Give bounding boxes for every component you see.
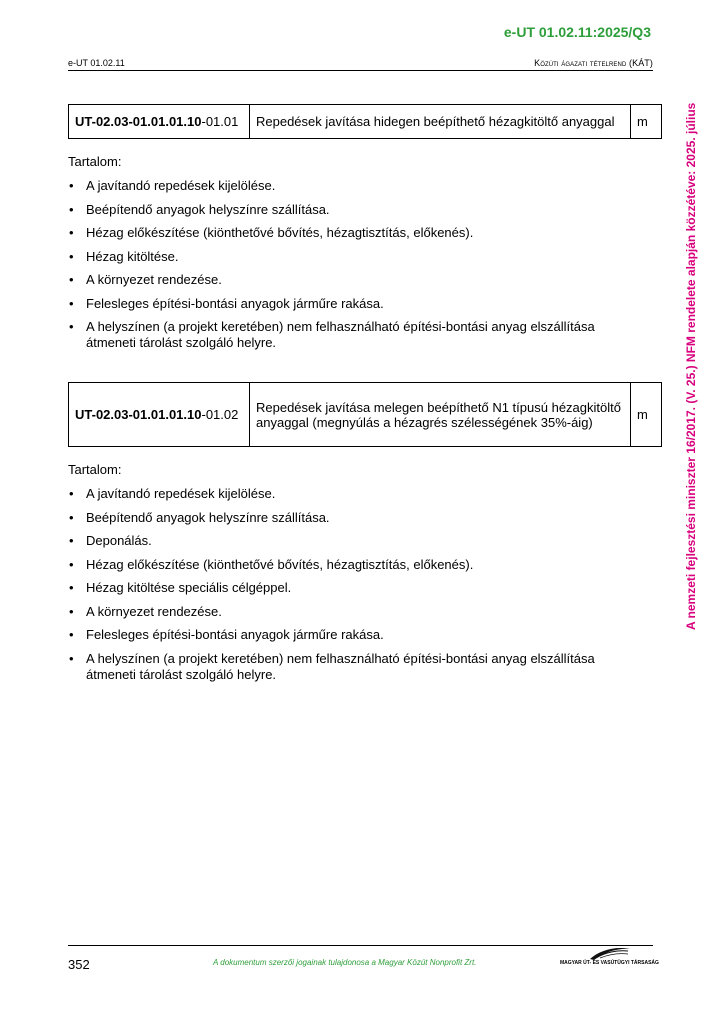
list-item: • A javítandó repedések kijelölése.: [68, 486, 628, 502]
copyright-notice: A dokumentum szerzői jogainak tulajdonosa a Magyar Közút Nonprofit Zrt.: [213, 958, 477, 967]
item-table-2: [68, 382, 662, 447]
side-publication-note: A nemzeti fejlesztési miniszter 16/2017. (V. 25.) NFM rendelete alapján közzétéve: 2025. július: [684, 102, 698, 630]
list-item: • A környezet rendezése.: [68, 604, 628, 620]
list-item: • A helyszínen (a projekt keretében) nem felhasználható építési-bontási anyag elszállítása átmeneti tárolást szolgáló helyre.: [68, 319, 628, 351]
list-item: • A helyszínen (a projekt keretében) nem felhasználható építési-bontási anyag elszállítása átmeneti tárolást szolgáló helyre.: [68, 651, 628, 683]
list-item: • Hézag kitöltése speciális célgéppel.: [68, 580, 628, 596]
list-item: • Deponálás.: [68, 533, 628, 549]
list-item: • A javítandó repedések kijelölése.: [68, 178, 628, 194]
list-item: • A környezet rendezése.: [68, 272, 628, 288]
running-header: [68, 58, 653, 71]
item-code-cell: [69, 105, 250, 139]
list-item: • Felesleges építési-bontási anyagok járműre rakása.: [68, 627, 628, 643]
item-code-suffix: -01.01: [201, 114, 239, 129]
content-title: Tartalom:: [68, 154, 122, 169]
item-code-cell: [69, 383, 250, 447]
content-list: [68, 178, 628, 351]
item-code-bold: UT-02.03-01.01.01.10: [75, 407, 202, 422]
item-description: Repedések javítása melegen beépíthető N1 típusú hézagkitöltő anyaggal (megnyúlás a hézagrés szélességének 35%-áig): [250, 383, 631, 447]
publisher-logo: [560, 946, 659, 970]
list-item: • Beépítendő anyagok helyszínre szállítása.: [68, 510, 628, 526]
item-table-1: [68, 104, 662, 139]
content-title: Tartalom:: [68, 462, 122, 477]
item-code-suffix: -01.02: [201, 407, 239, 422]
header-right: Közúti ágazati tételrend (KÁT): [534, 58, 653, 68]
header-left: e-UT 01.02.11: [68, 58, 125, 68]
list-item: • Felesleges építési-bontási anyagok járműre rakása.: [68, 296, 628, 312]
item-unit: m: [631, 105, 662, 139]
item-content-2: [68, 462, 628, 690]
item-row: [69, 383, 662, 447]
item-content-1: [68, 154, 628, 359]
list-item: • Hézag előkészítése (kiönthetővé bővítés, hézagtisztítás, előkenés).: [68, 557, 628, 573]
item-code-bold: UT-02.03-01.01.01.10: [75, 114, 202, 129]
item-unit: m: [631, 383, 662, 447]
logo-text: MAGYAR ÚT- ÉS VASÚTÜGYI TÁRSASÁG: [560, 960, 659, 966]
list-item: • Beépítendő anyagok helyszínre szállítása.: [68, 202, 628, 218]
list-item: • Hézag előkészítése (kiönthetővé bővítés, hézagtisztítás, előkenés).: [68, 225, 628, 241]
content-list: [68, 486, 628, 683]
document-code: e-UT 01.02.11:2025/Q3: [503, 24, 651, 40]
item-description: Repedések javítása hidegen beépíthető hézagkitöltő anyaggal: [250, 105, 631, 139]
list-item: • Hézag kitöltése.: [68, 249, 628, 265]
item-row: [69, 105, 662, 139]
page-number: 352: [68, 957, 90, 972]
